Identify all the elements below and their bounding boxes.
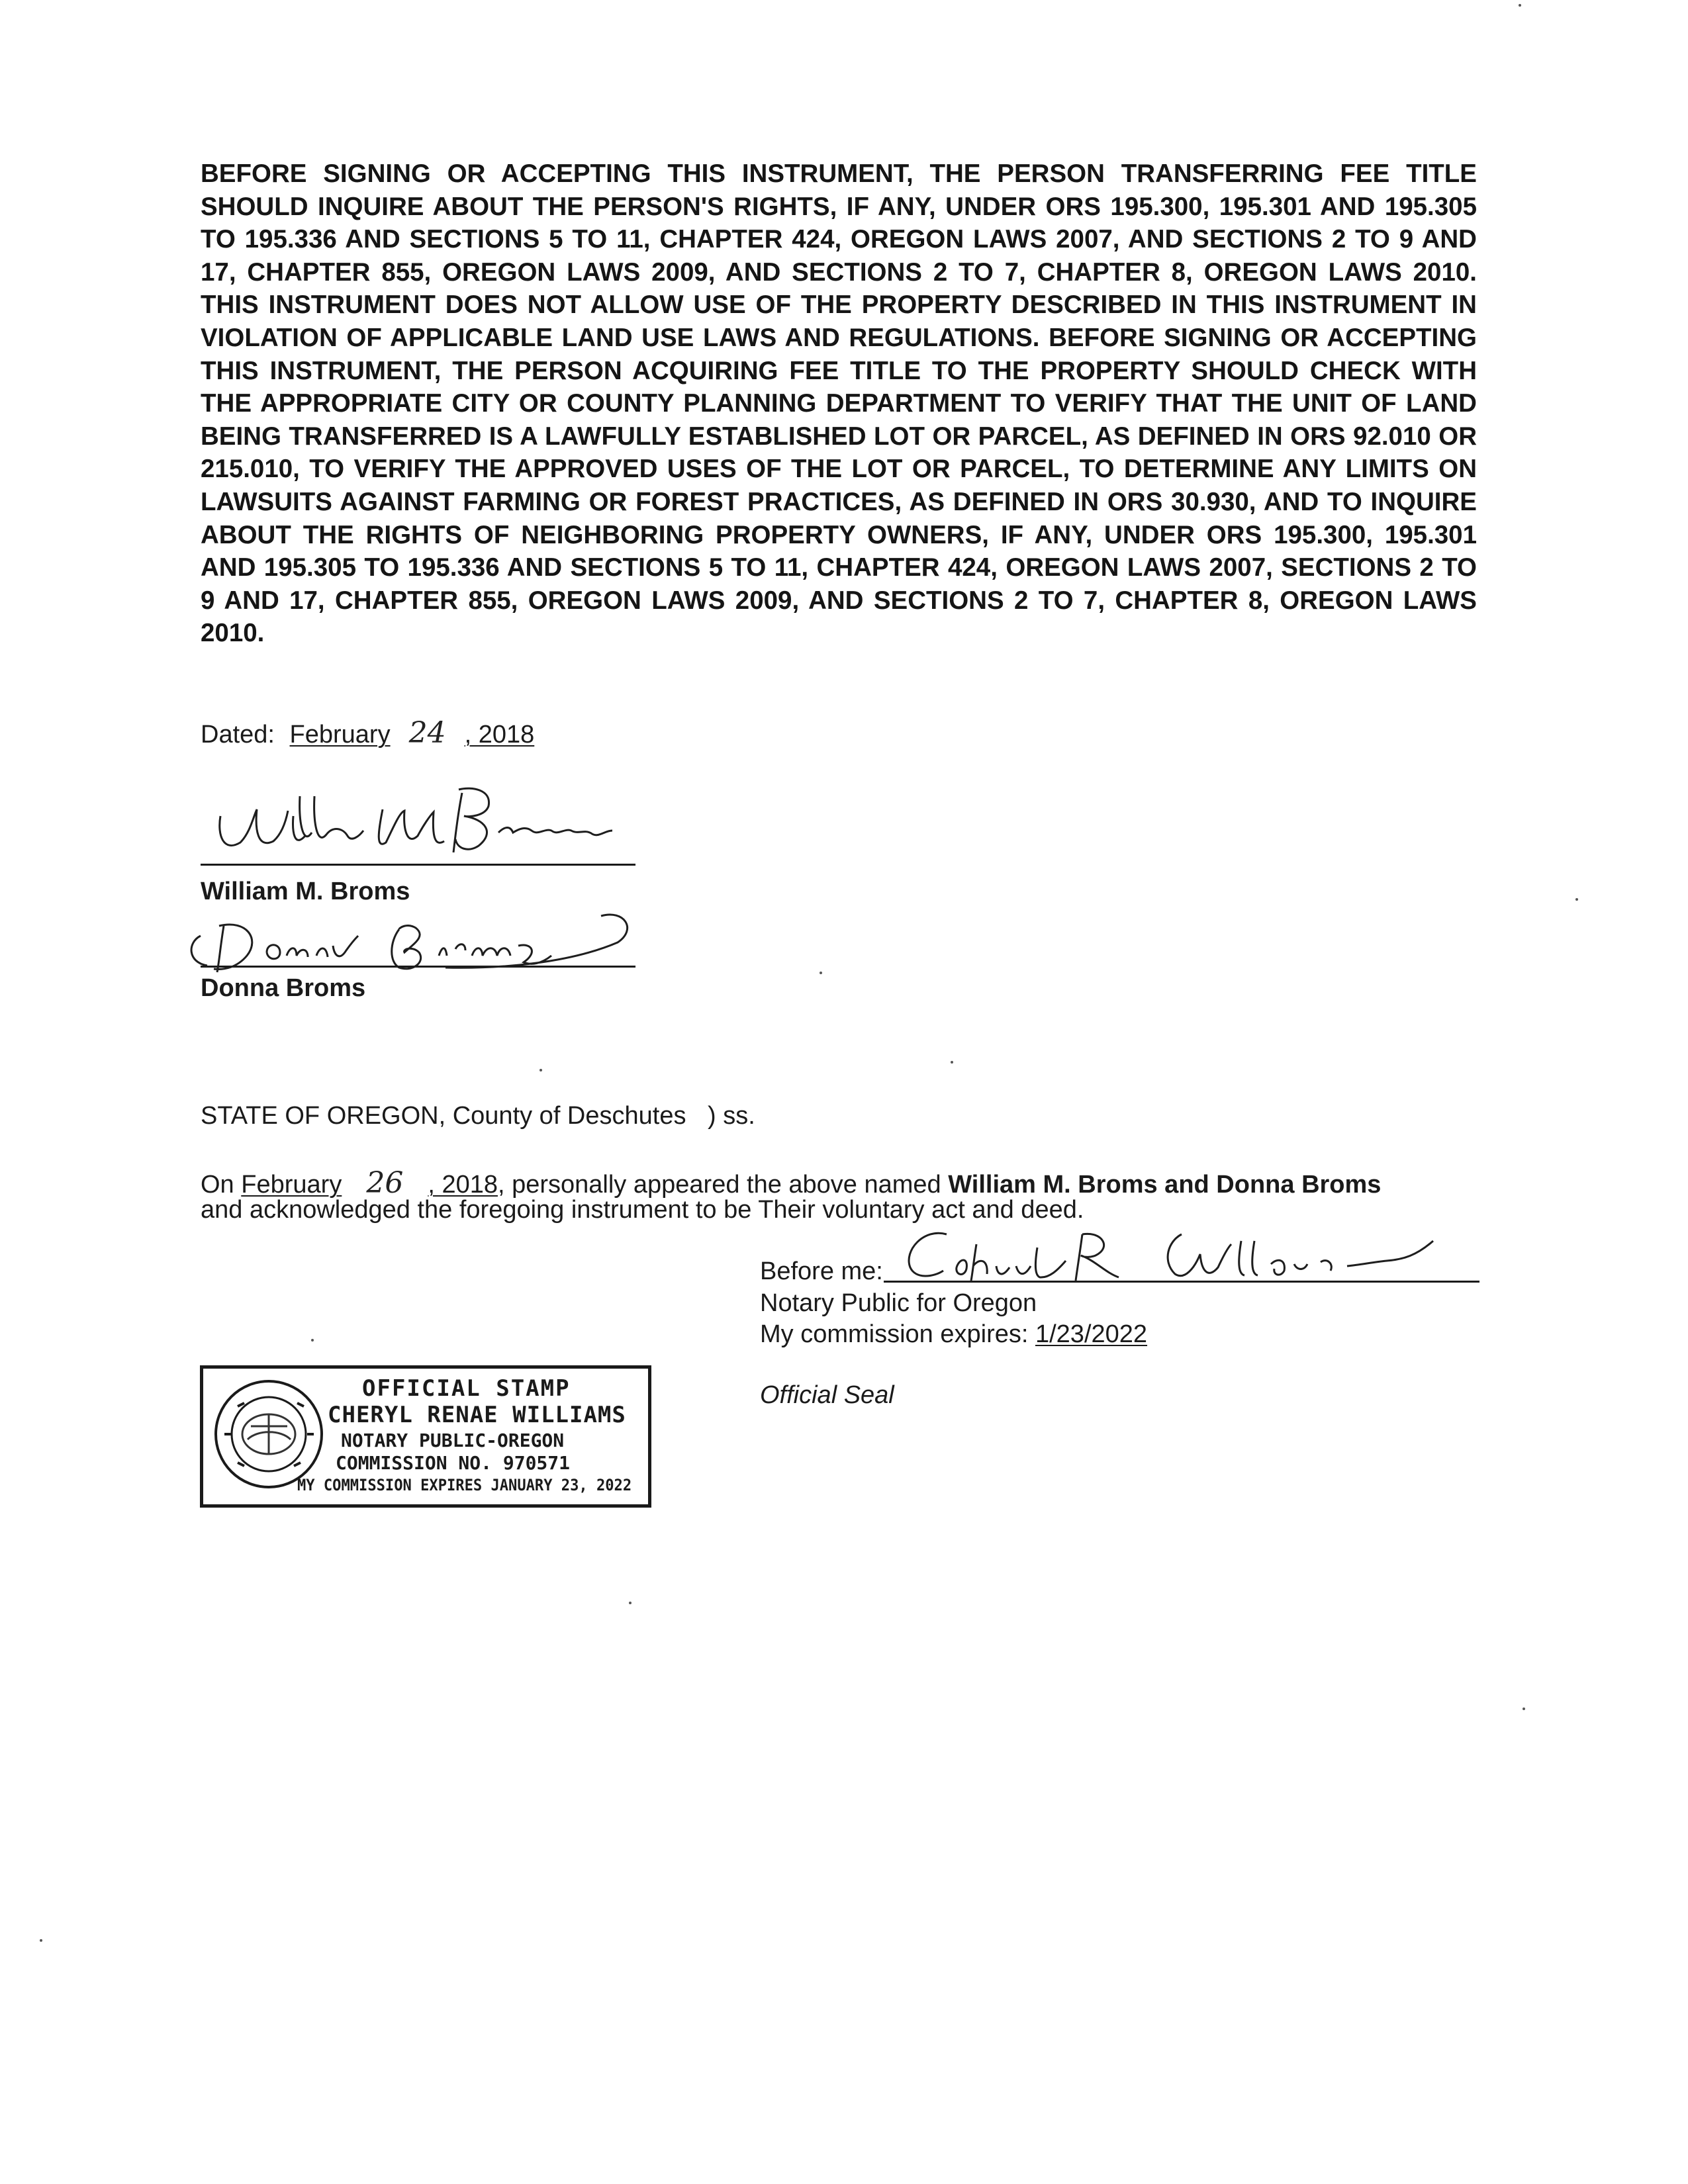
ack-on-label: On [201, 1171, 234, 1199]
notary-title: Notary Public for Oregon [760, 1289, 1037, 1317]
dated-date [289, 716, 535, 750]
acknowledgment-line-2: and acknowledged the foregoing instrument to be Their voluntary act and deed. [201, 1196, 1084, 1224]
statutory-disclosure-paragraph: BEFORE SIGNING OR ACCEPTING THIS INSTRUMENT, THE PERSON TRANSFERRING FEE TITLE SHOULD INQUIRE ABOUT THE PERSON'S RIGHTS, IF ANY, UNDER ORS 195.300, 195.301 AND 195.305 TO 195.336 AND SECTIONS 5 TO 11, CHAPTER 424, OREGON LAWS 2007, AND SECTIONS 2 TO 9 AND 17, CHAPTER 855, OREGON LAWS 2009, AND SECTIONS 2 TO 7, CHAPTER 8, OREGON LAWS 2010. THIS INSTRUMENT DOES NOT ALLOW USE OF THE PROPERTY DESCRIBED IN THIS INSTRUMENT IN VIOLATION OF APPLICABLE LAND USE LAWS AND REGULATIONS. BEFORE SIGNING OR ACCEPTING THIS INSTRUMENT, THE PERSON ACQUIRING FEE TITLE TO THE PROPERTY SHOULD CHECK WITH THE APPROPRIATE CITY OR COUNTY PLANNING DEPARTMENT TO VERIFY THAT THE UNIT OF LAND BEING TRANSFERRED IS A LAWFULLY ESTABLISHED LOT OR PARCEL, AS DEFINED IN ORS 92.010 OR 215.010, TO VERIFY THE APPROVED USES OF THE LOT OR PARCEL, TO DETERMINE ANY LIMITS ON LAWSUITS AGAINST FARMING OR FOREST PRACTICES, AS DEFINED IN ORS 30.930, AND TO INQUIRE ABOUT THE RIGHTS OF NEIGHBORING PROPERTY OWNERS, IF ANY, UNDER ORS 195.300, 195.301 AND 195.305 TO 195.336 AND SECTIONS 5 TO 11, CHAPTER 424, OREGON LAWS 2007, SECTIONS 2 TO 9 AND 17, CHAPTER 855, OREGON LAWS 2009, AND SECTIONS 2 TO 7, CHAPTER 8, OREGON LAWS 2010. [201, 159, 1477, 648]
scan-speck [629, 1602, 632, 1604]
before-me-label: Before me: [760, 1257, 883, 1285]
scan-speck [951, 1061, 953, 1064]
ack-day-handwritten: 26 [366, 1166, 404, 1200]
stamp-notary-name: CHERYL RENAE WILLIAMS [328, 1402, 626, 1428]
venue-ss: ) ss. [708, 1102, 755, 1130]
official-seal-label: Official Seal [760, 1381, 894, 1409]
signature-notary [884, 1214, 1493, 1287]
stamp-notary-title: NOTARY PUBLIC-OREGON [341, 1430, 565, 1451]
acknowledgment-line-1 [201, 1166, 1381, 1200]
dated-day-handwritten: 24 [408, 716, 446, 750]
commission-expires-line [760, 1320, 1147, 1349]
official-notary-stamp [200, 1365, 651, 1508]
state-seal-icon [211, 1377, 327, 1492]
signer-name-donna: Donna Broms [201, 974, 366, 1002]
venue-line [201, 1102, 755, 1130]
scan-speck [40, 1939, 42, 1942]
scan-speck [820, 972, 822, 974]
signer-name-william: William M. Broms [201, 878, 410, 905]
scan-speck [539, 1069, 542, 1071]
stamp-commission-number: COMMISSION NO. 970571 [336, 1452, 571, 1474]
signature-william [194, 770, 657, 862]
dated-label: Dated: [201, 721, 275, 749]
ack-appeared-text: , personally appeared the above named [497, 1171, 941, 1199]
ack-named-parties: William M. Broms and Donna Broms [948, 1171, 1382, 1199]
dated-line [201, 716, 534, 750]
scan-speck [311, 1339, 314, 1342]
stamp-heading: OFFICIAL STAMP [362, 1375, 571, 1402]
scan-speck [1519, 4, 1521, 7]
signature-line-william [201, 783, 635, 866]
scan-speck [1523, 1707, 1525, 1710]
signature-donna [161, 889, 637, 982]
commission-expires-label: My commission expires: [760, 1320, 1029, 1348]
dated-month: February [289, 721, 391, 749]
scan-speck [1575, 898, 1578, 901]
venue-text: STATE OF OREGON, County of Deschutes [201, 1102, 686, 1130]
before-me-line [760, 1257, 883, 1286]
dated-year: , 2018 [464, 721, 535, 749]
notary-signature-line [884, 1234, 1479, 1283]
ack-month: February [241, 1171, 342, 1199]
ack-year: , 2018 [428, 1171, 498, 1199]
signature-line-donna [201, 926, 635, 968]
ack-date [241, 1166, 498, 1200]
stamp-expiry: MY COMMISSION EXPIRES JANUARY 23, 2022 [297, 1476, 632, 1494]
commission-expires-date: 1/23/2022 [1035, 1320, 1148, 1348]
